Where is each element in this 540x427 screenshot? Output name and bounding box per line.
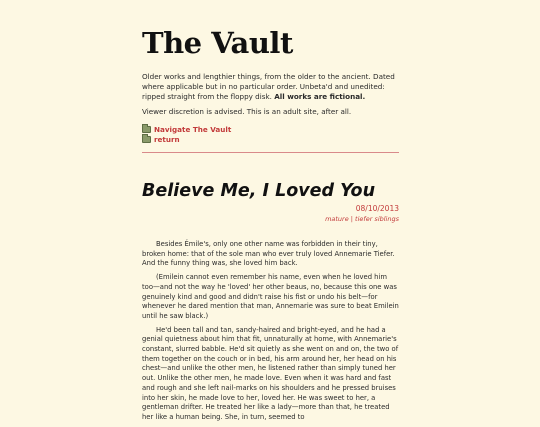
intro-text: Older works and lengthier things, from the older to the ancient. Dated where applicable but in no particular order. Unbeta'd and unedited: ripped straight from the floppy disk.	[142, 72, 395, 101]
post-tags	[325, 215, 399, 223]
post-body	[142, 240, 399, 427]
paragraph: He'd been tall and tan, sandy-haired and bright-eyed, and he had a genial quietness about him that fit, unnaturally at home, with Annemarie's constant, slurred babble. He'd sit quietly as she went on and on, the two of them together on the couch or in bed, his arm around her, her head on his chest—and unlike the other men, he listened rather than simply tuned her out. Unlike the other men, he made love. Even when it was hard and fast and rough and she left nail-marks on his shoulders and he pressed bruises into her skin, he made love to her, loved her. He was sweet to her, a gentleman drifter. He treated her like a lady—more than that, he treated her like a human being. She, in turn, seemed to	[142, 325, 399, 421]
intro-bold: All works are fictional.	[274, 92, 366, 101]
tag-mature[interactable]: mature	[325, 215, 349, 223]
return-label: return	[154, 134, 180, 144]
paragraph: Besides Émile's, only one other name was forbidden in their tiny, broken home: that of the sole man who ever truly loved Annemarie Tiefer. And the funny thing was, she loved him back.	[142, 240, 395, 268]
post-title: Believe Me, I Loved You	[142, 181, 376, 201]
folder-icon	[142, 126, 151, 133]
divider	[142, 152, 399, 153]
nav-links	[142, 124, 231, 144]
post-date: 08/10/2013	[355, 204, 399, 213]
paragraph: (Emilein cannot even remember his name, even when he loved him too—and not the way he 'loved' her other beaus, no, because this one was genuinely kind and good and didn't raise his fist or undo his belt—for whenever he dared mention that man, Annemarie was sure to beat Emilein until he saw black.)	[142, 273, 399, 320]
viewer-notice: Viewer discretion is advised. This is an adult site, after all.	[142, 107, 352, 116]
site-title: The Vault	[142, 26, 293, 60]
return-link[interactable]	[142, 134, 231, 144]
folder-icon	[142, 136, 151, 143]
site-intro	[142, 72, 399, 102]
navigate-vault-label: Navigate The Vault	[154, 124, 232, 134]
tag-separator: |	[348, 215, 356, 223]
navigate-vault-link[interactable]	[142, 124, 231, 134]
tag-tiefer-siblings[interactable]: tiefer siblings	[355, 215, 399, 223]
